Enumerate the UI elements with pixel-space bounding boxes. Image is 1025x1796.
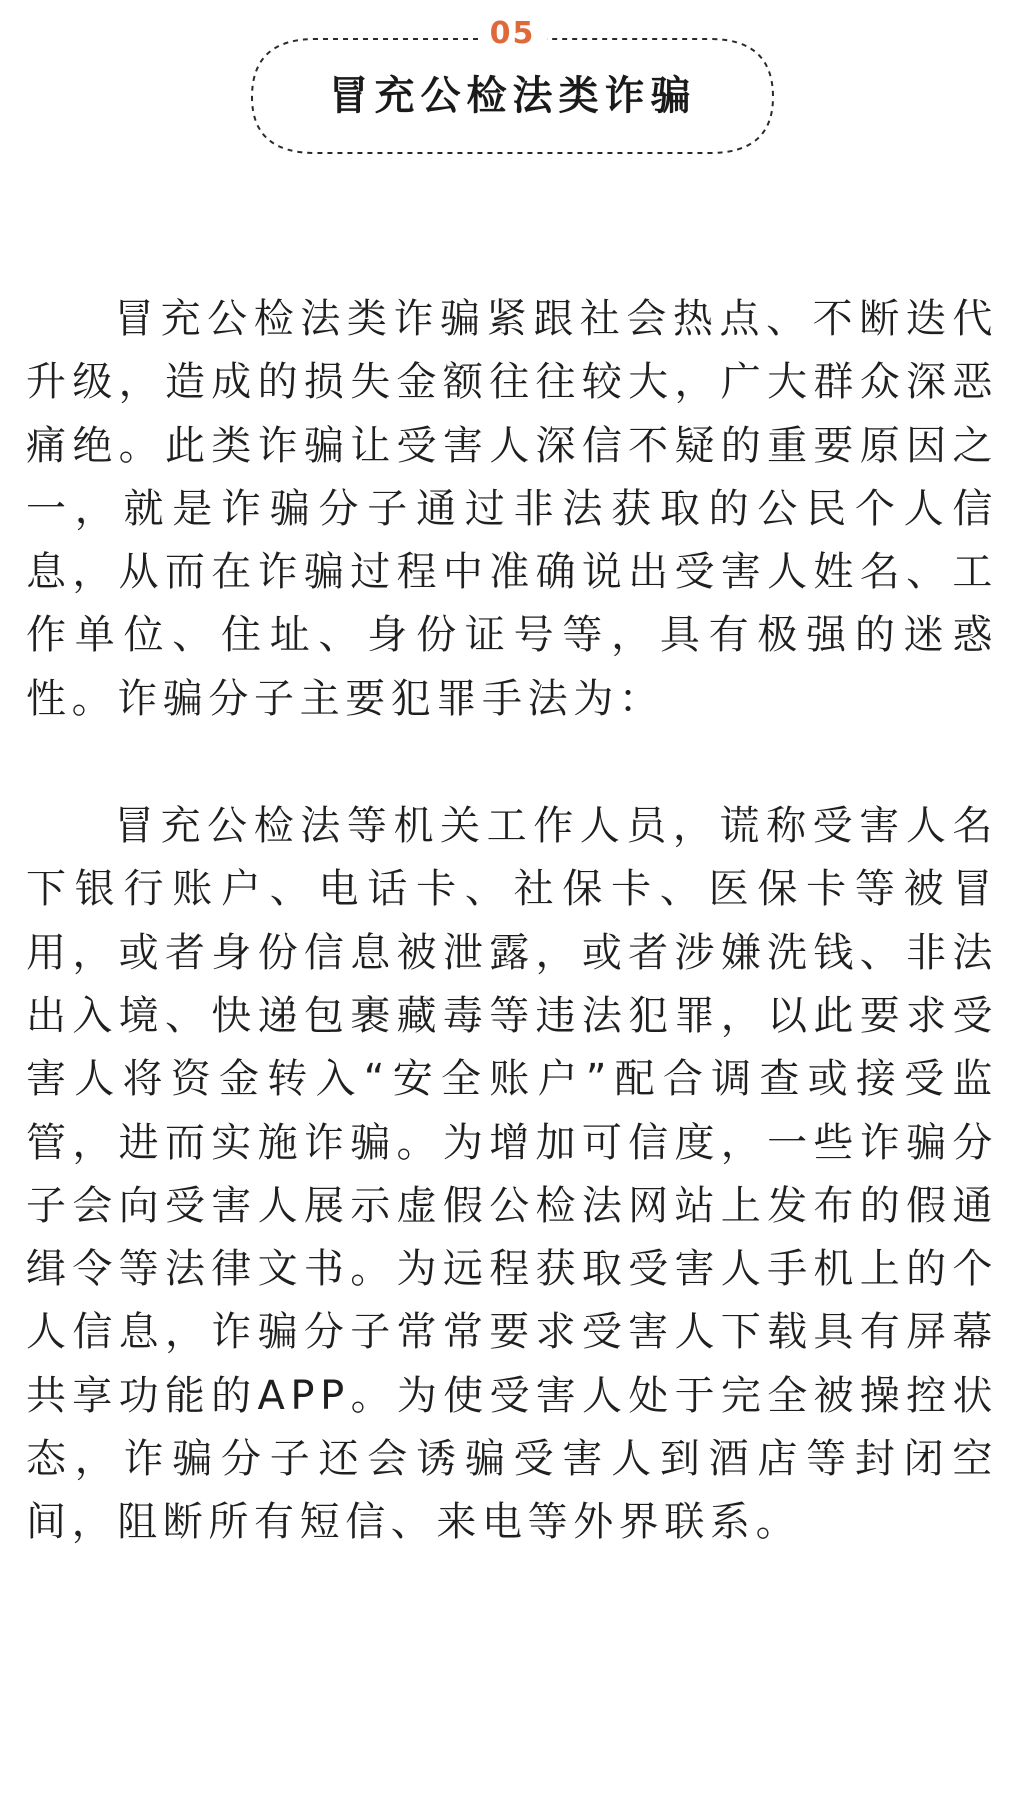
article-body (26, 288, 998, 1555)
section-header (0, 0, 1025, 170)
paragraph-method: 冒充公检法等机关工作人员，谎称受害人名下银行账户、电话卡、社保卡、医保卡等被冒用，或者身份信息被泄露，或者涉嫌洗钱、非法出入境、快递包裹藏毒等违法犯罪，以此要求受害人将资金转入“安全账户”配合调查或接受监管，进而实施诈骗。为增加可信度，一些诈骗分子会向受害人展示虚假公检法网站上发布的假通缉令等法律文书。为远程获取受害人手机上的个人信息，诈骗分子常常要求受害人下载具有屏幕共享功能的APP。为使受害人处于完全被操控状态，诈骗分子还会诱骗受害人到酒店等封闭空间，阻断所有短信、来电等外界联系。 (26, 803, 998, 1546)
section-number: 05 (489, 16, 536, 51)
paragraph-intro: 冒充公检法类诈骗紧跟社会热点、不断迭代升级，造成的损失金额往往较大，广大群众深恶痛绝。此类诈骗让受害人深信不疑的重要原因之一，就是诈骗分子通过非法获取的公民个人信息，从而在诈骗过程中准确说出受害人姓名、工作单位、住址、身份证号等，具有极强的迷惑性。诈骗分子主要犯罪手法为： (26, 296, 998, 722)
section-title: 冒充公检法类诈骗 (328, 73, 697, 119)
